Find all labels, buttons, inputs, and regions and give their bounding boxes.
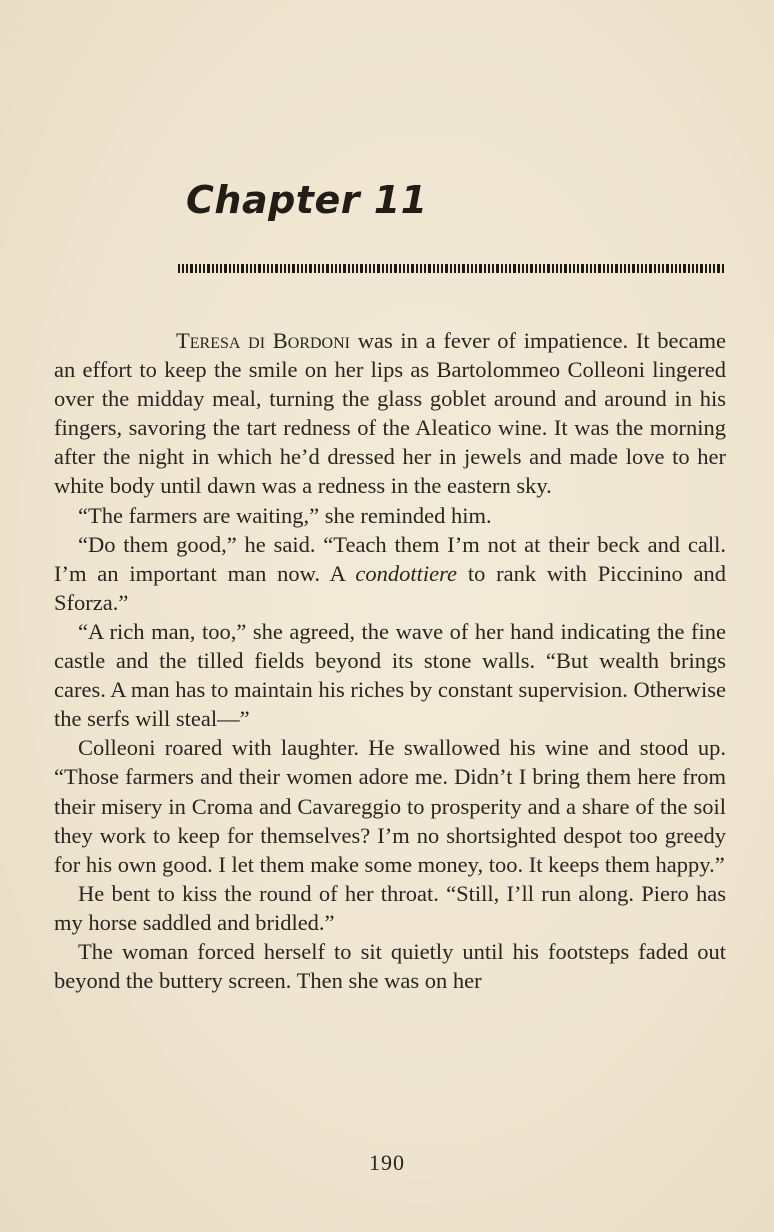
paragraph: “A rich man, too,” she agreed, the wave of her hand indicating the fine castle and the tilled fields beyond its stone walls. “But wealth brings cares. A man has to maintain his riches by constant supervision. Otherwise the serfs will steal—” (54, 618, 726, 732)
paragraph (54, 530, 726, 617)
paragraph: The woman forced herself to sit quietly until his footsteps faded out beyond the buttery screen. Then she was on her (54, 938, 726, 994)
paragraph-text: was in a fever of impatience. It became an effort to keep the smile on her lips as Bartolommeo Colleoni lingered over the midday meal, turning the glass goblet around and around in his fingers, savoring the tart redness of the Aleatico wine. It was the morning after the night in which he’d dressed her in jewels and made love to her white body until dawn was a redness in the eastern sky. (54, 328, 726, 499)
paragraph-text: “Do them good,” he said. “Teach them I’m not at their beck and call. I’m an important man now. A (54, 531, 726, 586)
paragraph: “The farmers are waiting,” she reminded him. (78, 502, 492, 528)
chapter-heading: Chapter 11 (186, 178, 428, 222)
page-number: 190 (369, 1150, 405, 1175)
italic-word: condottiere (355, 560, 458, 586)
paragraph-text: to rank with Piccinino and Sforza.” (54, 560, 726, 615)
body-text (54, 326, 726, 995)
paragraph (54, 326, 726, 501)
paragraph: He bent to kiss the round of her throat. “Still, I’ll run along. Piero has my horse saddled and bridled.” (54, 880, 726, 935)
paragraph: Colleoni roared with laughter. He swallowed his wine and stood up. “Those farmers and their women adore me. Didn’t I bring them here from their misery in Croma and Cavareggio to prosperity and a share of the soil they work to keep for themselves? I’m no shortsighted despot too greedy for his own good. I let them make some money, too. It keeps them happy.” (54, 735, 726, 877)
ornamental-rule (178, 264, 726, 273)
small-caps-lead: Teresa di Bordoni (176, 328, 350, 353)
